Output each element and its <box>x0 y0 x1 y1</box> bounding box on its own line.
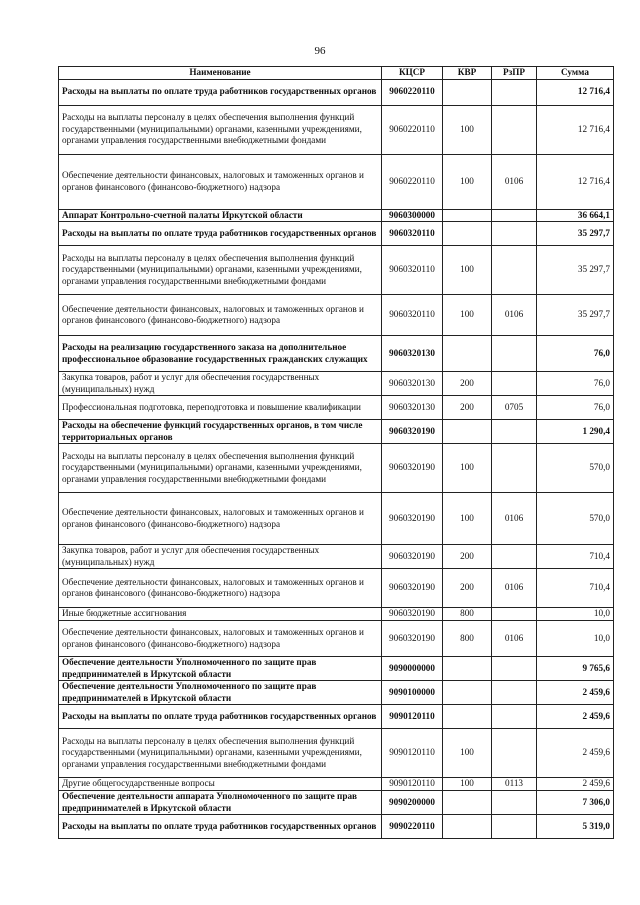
row-kvr-cell: 100 <box>443 246 492 295</box>
row-name-cell: Расходы на обеспечение функций государственных органов, в том числе территориальных органов <box>59 420 382 444</box>
row-kvr-cell <box>443 705 492 729</box>
row-rzpr-cell <box>492 246 537 295</box>
row-kcsr-cell: 9060320130 <box>382 336 443 372</box>
table-row <box>59 444 614 493</box>
row-kcsr-cell: 9060320190 <box>382 545 443 569</box>
row-sum-cell: 570,0 <box>537 493 614 545</box>
row-rzpr-cell: 0106 <box>492 493 537 545</box>
row-name-cell: Обеспечение деятельности финансовых, налоговых и таможенных органов и органов финансового (финансово-бюджетного) надзора <box>59 493 382 545</box>
table-row <box>59 815 614 839</box>
row-kcsr-cell: 9060320190 <box>382 444 443 493</box>
row-kcsr-cell: 9090220110 <box>382 815 443 839</box>
row-rzpr-cell: 0106 <box>492 621 537 657</box>
table-row <box>59 778 614 791</box>
row-name-cell: Расходы на выплаты по оплате труда работников государственных органов <box>59 705 382 729</box>
row-name-cell: Иные бюджетные ассигнования <box>59 608 382 621</box>
table-row <box>59 154 614 209</box>
row-kvr-cell <box>443 209 492 222</box>
row-name-cell: Расходы на выплаты по оплате труда работников государственных органов <box>59 79 382 105</box>
row-kvr-cell: 800 <box>443 608 492 621</box>
row-rzpr-cell: 0106 <box>492 154 537 209</box>
row-kcsr-cell: 9060300000 <box>382 209 443 222</box>
row-kcsr-cell: 9060320190 <box>382 493 443 545</box>
row-sum-cell: 76,0 <box>537 396 614 420</box>
row-sum-cell: 35 297,7 <box>537 295 614 336</box>
row-kcsr-cell: 9060320190 <box>382 569 443 608</box>
table-row <box>59 681 614 705</box>
row-name-cell: Другие общегосударственные вопросы <box>59 778 382 791</box>
row-kvr-cell: 100 <box>443 154 492 209</box>
row-kvr-cell: 100 <box>443 729 492 778</box>
row-sum-cell: 9 765,6 <box>537 657 614 681</box>
row-kvr-cell <box>443 336 492 372</box>
row-name-cell: Расходы на выплаты по оплате труда работников государственных органов <box>59 815 382 839</box>
row-rzpr-cell: 0113 <box>492 778 537 791</box>
row-kvr-cell: 200 <box>443 396 492 420</box>
row-kvr-cell: 200 <box>443 545 492 569</box>
table-row <box>59 621 614 657</box>
row-sum-cell: 35 297,7 <box>537 222 614 246</box>
row-kcsr-cell: 9090120110 <box>382 729 443 778</box>
row-rzpr-cell: 0106 <box>492 295 537 336</box>
row-sum-cell: 10,0 <box>537 621 614 657</box>
row-name-cell: Обеспечение деятельности Уполномоченного по защите прав предпринимателей в Иркутской области <box>59 657 382 681</box>
row-sum-cell: 710,4 <box>537 569 614 608</box>
row-name-cell: Закупка товаров, работ и услуг для обеспечения государственных (муниципальных) нужд <box>59 545 382 569</box>
row-kcsr-cell: 9060320190 <box>382 608 443 621</box>
row-name-cell: Обеспечение деятельности финансовых, налоговых и таможенных органов и органов финансового (финансово-бюджетного) надзора <box>59 621 382 657</box>
table-header-row <box>59 67 614 80</box>
row-rzpr-cell <box>492 545 537 569</box>
row-kvr-cell <box>443 657 492 681</box>
column-header-sum: Сумма <box>537 67 614 80</box>
table-row <box>59 545 614 569</box>
row-kcsr-cell: 9090000000 <box>382 657 443 681</box>
row-sum-cell: 1 290,4 <box>537 420 614 444</box>
row-kvr-cell <box>443 681 492 705</box>
row-name-cell: Расходы на выплаты персоналу в целях обеспечения выполнения функций государственными (муниципальными) органами, казенными учреждениями, органами управления государственными внебюджетными фондами <box>59 246 382 295</box>
row-rzpr-cell <box>492 705 537 729</box>
row-rzpr-cell <box>492 336 537 372</box>
row-kvr-cell <box>443 79 492 105</box>
row-rzpr-cell <box>492 729 537 778</box>
page-number: 96 <box>314 45 326 57</box>
table-row <box>59 79 614 105</box>
row-name-cell: Расходы на реализацию государственного заказа на дополнительное профессиональное образование государственных гражданских служащих <box>59 336 382 372</box>
table-row <box>59 209 614 222</box>
row-kvr-cell: 100 <box>443 493 492 545</box>
row-sum-cell: 2 459,6 <box>537 705 614 729</box>
row-rzpr-cell <box>492 681 537 705</box>
row-name-cell: Расходы на выплаты персоналу в целях обеспечения выполнения функций государственными (муниципальными) органами, казенными учреждениями, органами управления государственными внебюджетными фондами <box>59 444 382 493</box>
table-row <box>59 372 614 396</box>
row-kvr-cell <box>443 420 492 444</box>
column-header-kcsr: КЦСР <box>382 67 443 80</box>
row-name-cell: Обеспечение деятельности финансовых, налоговых и таможенных органов и органов финансового (финансово-бюджетного) надзора <box>59 295 382 336</box>
row-name-cell: Аппарат Контрольно-счетной палаты Иркутской области <box>59 209 382 222</box>
row-rzpr-cell <box>492 420 537 444</box>
column-header-rzpr: РзПР <box>492 67 537 80</box>
row-sum-cell: 2 459,6 <box>537 778 614 791</box>
row-sum-cell: 7 306,0 <box>537 791 614 815</box>
row-kcsr-cell: 9060320110 <box>382 222 443 246</box>
row-kcsr-cell: 9060320110 <box>382 246 443 295</box>
table-row <box>59 657 614 681</box>
row-name-cell: Расходы на выплаты по оплате труда работников государственных органов <box>59 222 382 246</box>
row-rzpr-cell <box>492 222 537 246</box>
table-row <box>59 569 614 608</box>
row-kvr-cell <box>443 815 492 839</box>
table-row <box>59 493 614 545</box>
row-kcsr-cell: 9060220110 <box>382 105 443 154</box>
row-kcsr-cell: 9060320190 <box>382 621 443 657</box>
row-sum-cell: 710,4 <box>537 545 614 569</box>
row-kvr-cell <box>443 791 492 815</box>
table-row <box>59 705 614 729</box>
row-rzpr-cell <box>492 209 537 222</box>
row-sum-cell: 12 716,4 <box>537 154 614 209</box>
row-sum-cell: 35 297,7 <box>537 246 614 295</box>
row-name-cell: Обеспечение деятельности финансовых, налоговых и таможенных органов и органов финансового (финансово-бюджетного) надзора <box>59 154 382 209</box>
row-rzpr-cell <box>492 608 537 621</box>
row-rzpr-cell: 0106 <box>492 569 537 608</box>
table-row <box>59 396 614 420</box>
budget-table <box>58 66 614 839</box>
column-header-kvr: КВР <box>443 67 492 80</box>
table-row <box>59 336 614 372</box>
row-kcsr-cell: 9090120110 <box>382 705 443 729</box>
table-row <box>59 295 614 336</box>
row-kcsr-cell: 9060320190 <box>382 420 443 444</box>
row-sum-cell: 12 716,4 <box>537 79 614 105</box>
row-kvr-cell <box>443 222 492 246</box>
table-row <box>59 791 614 815</box>
row-kcsr-cell: 9060220110 <box>382 154 443 209</box>
row-name-cell: Расходы на выплаты персоналу в целях обеспечения выполнения функций государственными (муниципальными) органами, казенными учреждениями, органами управления государственными внебюджетными фондами <box>59 729 382 778</box>
table-row <box>59 246 614 295</box>
row-sum-cell: 12 716,4 <box>537 105 614 154</box>
row-kcsr-cell: 9060320130 <box>382 396 443 420</box>
row-rzpr-cell <box>492 372 537 396</box>
row-kvr-cell: 200 <box>443 372 492 396</box>
row-name-cell: Профессиональная подготовка, переподготовка и повышение квалификации <box>59 396 382 420</box>
row-kvr-cell: 100 <box>443 295 492 336</box>
row-kvr-cell: 200 <box>443 569 492 608</box>
row-rzpr-cell <box>492 657 537 681</box>
table-row <box>59 729 614 778</box>
row-sum-cell: 2 459,6 <box>537 729 614 778</box>
row-rzpr-cell <box>492 444 537 493</box>
row-sum-cell: 2 459,6 <box>537 681 614 705</box>
row-name-cell: Обеспечение деятельности финансовых, налоговых и таможенных органов и органов финансового (финансово-бюджетного) надзора <box>59 569 382 608</box>
row-name-cell: Расходы на выплаты персоналу в целях обеспечения выполнения функций государственными (муниципальными) органами, казенными учреждениями, органами управления государственными внебюджетными фондами <box>59 105 382 154</box>
column-header-name: Наименование <box>59 67 382 80</box>
row-sum-cell: 36 664,1 <box>537 209 614 222</box>
row-kvr-cell: 100 <box>443 778 492 791</box>
row-name-cell: Закупка товаров, работ и услуг для обеспечения государственных (муниципальных) нужд <box>59 372 382 396</box>
table-row <box>59 608 614 621</box>
row-kcsr-cell: 9060320110 <box>382 295 443 336</box>
row-sum-cell: 76,0 <box>537 372 614 396</box>
row-kcsr-cell: 9090120110 <box>382 778 443 791</box>
table-row <box>59 222 614 246</box>
row-rzpr-cell <box>492 815 537 839</box>
row-sum-cell: 10,0 <box>537 608 614 621</box>
row-sum-cell: 570,0 <box>537 444 614 493</box>
row-kcsr-cell: 9090200000 <box>382 791 443 815</box>
row-kvr-cell: 100 <box>443 105 492 154</box>
row-name-cell: Обеспечение деятельности Уполномоченного по защите прав предпринимателей в Иркутской области <box>59 681 382 705</box>
row-kcsr-cell: 9090100000 <box>382 681 443 705</box>
row-rzpr-cell <box>492 791 537 815</box>
row-sum-cell: 5 319,0 <box>537 815 614 839</box>
row-rzpr-cell: 0705 <box>492 396 537 420</box>
row-kvr-cell: 800 <box>443 621 492 657</box>
row-kcsr-cell: 9060320130 <box>382 372 443 396</box>
table-row <box>59 105 614 154</box>
row-sum-cell: 76,0 <box>537 336 614 372</box>
row-name-cell: Обеспечение деятельности аппарата Уполномоченного по защите прав предпринимателей в Иркутской области <box>59 791 382 815</box>
row-rzpr-cell <box>492 79 537 105</box>
row-rzpr-cell <box>492 105 537 154</box>
table-row <box>59 420 614 444</box>
row-kcsr-cell: 9060220110 <box>382 79 443 105</box>
row-kvr-cell: 100 <box>443 444 492 493</box>
